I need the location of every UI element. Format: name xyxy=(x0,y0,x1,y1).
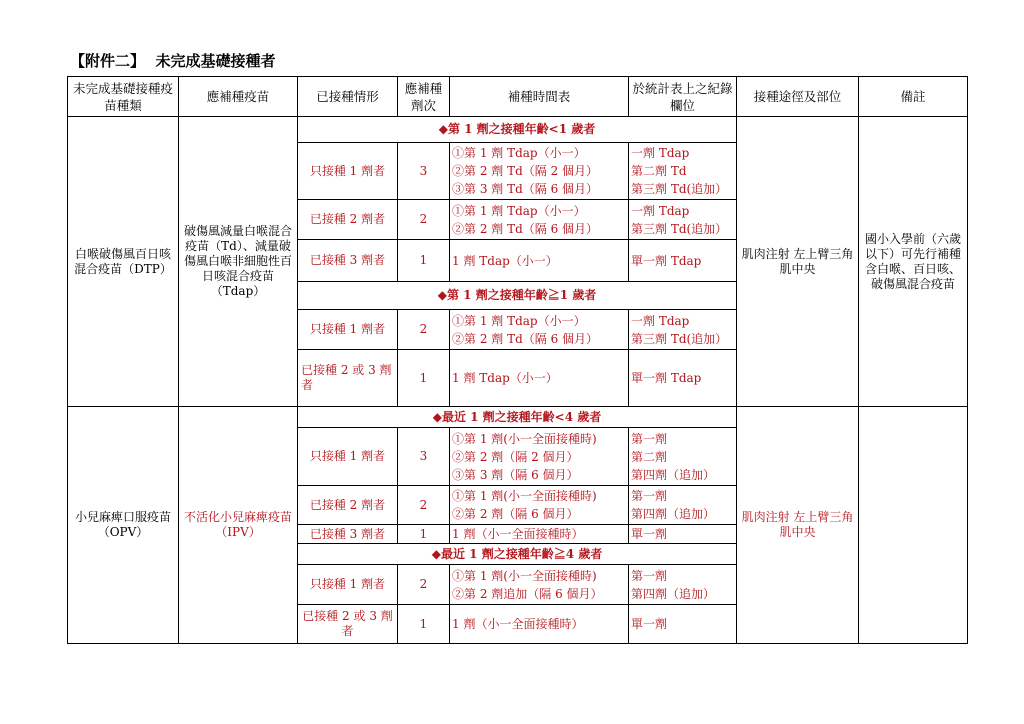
status-cell: 只接種 1 劑者 xyxy=(298,565,398,605)
record-line: 第四劑（追加） xyxy=(631,507,716,521)
record-cell xyxy=(629,486,737,525)
section-heading-row xyxy=(68,407,968,428)
record-line: 第三劑 Td(追加） xyxy=(631,221,728,236)
section-heading: ◆第 1 劑之接種年齡<1 歲者 xyxy=(298,117,737,143)
status-cell: 只接種 1 劑者 xyxy=(298,428,398,486)
section-heading: ◆第 1 劑之接種年齡≧1 歲者 xyxy=(298,282,737,310)
doses-cell: 2 xyxy=(398,486,450,525)
schedule-cell xyxy=(450,310,629,350)
record-line: 第二劑 xyxy=(631,449,668,464)
record-line: 第一劑 xyxy=(631,431,668,446)
record-cell xyxy=(629,143,737,200)
schedule-cell xyxy=(450,428,629,486)
header-cell: 應補種疫苗 xyxy=(179,77,298,117)
status-cell: 只接種 1 劑者 xyxy=(298,310,398,350)
vaccine-type-opv: 小兒麻痺口服疫苗（OPV） xyxy=(68,407,179,644)
record-cell xyxy=(629,565,737,605)
doses-cell: 3 xyxy=(398,428,450,486)
record-cell xyxy=(629,240,737,282)
header-cell: 接種途徑及部位 xyxy=(737,77,859,117)
schedule-line: ②第 2 劑（隔 6 個月） xyxy=(452,507,579,521)
status-cell: 已接種 2 或 3 劑者 xyxy=(298,605,398,644)
schedule-line: ①第 1 劑 Tdap（小一） xyxy=(452,146,586,160)
record-line: 第三劑 Td(追加） xyxy=(631,331,728,346)
schedule-line: ①第 1 劑(小一全面接種時) xyxy=(452,568,597,583)
doses-cell: 3 xyxy=(398,143,450,200)
schedule-line: ②第 2 劑 Td（隔 6 個月） xyxy=(452,221,599,236)
schedule-cell xyxy=(450,486,629,525)
record-line: 單一劑 xyxy=(631,527,668,541)
record-cell xyxy=(629,525,737,544)
status-cell: 已接種 2 或 3 劑者 xyxy=(298,350,398,407)
doses-cell: 2 xyxy=(398,200,450,240)
record-cell xyxy=(629,200,737,240)
record-cell xyxy=(629,428,737,486)
schedule-line: ②第 2 劑 Td（隔 6 個月） xyxy=(452,331,599,346)
schedule-line: ③第 3 劑（隔 6 個月） xyxy=(452,467,579,482)
record-line: 第四劑（追加） xyxy=(631,586,716,601)
schedule-line: 1 劑 Tdap（小一） xyxy=(452,253,558,268)
schedule-cell xyxy=(450,565,629,605)
schedule-cell xyxy=(450,240,629,282)
title-text: 未完成基礎接種者 xyxy=(155,52,276,70)
schedule-line: 1 劑 Tdap（小一） xyxy=(452,371,558,385)
header-cell: 於統計表上之紀錄欄位 xyxy=(629,77,737,117)
note-dtp: 國小入學前（六歲以下）可先行補種含白喉、百日咳、破傷風混合疫苗 xyxy=(859,117,968,407)
vaccine-type-dtp: 白喉破傷風百日咳混合疫苗（DTP） xyxy=(68,117,179,407)
record-line: 第一劑 xyxy=(631,568,668,583)
section-heading: ◆最近 1 劑之接種年齡≧4 歲者 xyxy=(298,544,737,565)
schedule-cell xyxy=(450,605,629,644)
section-heading: ◆最近 1 劑之接種年齡<4 歲者 xyxy=(298,407,737,428)
doses-cell: 1 xyxy=(398,240,450,282)
schedule-line: ①第 1 劑(小一全面接種時) xyxy=(452,431,597,446)
schedule-cell xyxy=(450,200,629,240)
doses-cell: 2 xyxy=(398,310,450,350)
record-line: 一劑 Tdap xyxy=(631,203,690,218)
catchup-vaccine-table xyxy=(67,76,968,644)
header-row xyxy=(68,77,968,117)
record-line: 單一劑 xyxy=(631,617,668,631)
status-cell: 已接種 2 劑者 xyxy=(298,200,398,240)
header-cell: 未完成基礎接種疫苗種類 xyxy=(68,77,179,117)
status-cell: 只接種 1 劑者 xyxy=(298,143,398,200)
schedule-line: ②第 2 劑追加（隔 6 個月） xyxy=(452,586,603,601)
doses-cell: 1 xyxy=(398,605,450,644)
record-line: 第二劑 Td xyxy=(631,164,687,178)
schedule-cell xyxy=(450,350,629,407)
status-cell: 已接種 3 劑者 xyxy=(298,240,398,282)
record-cell xyxy=(629,350,737,407)
header-cell: 備註 xyxy=(859,77,968,117)
record-cell xyxy=(629,310,737,350)
title-prefix: 【附件二】 xyxy=(70,52,146,70)
record-line: 單一劑 Tdap xyxy=(631,253,702,268)
section-heading-row xyxy=(68,117,968,143)
doses-cell: 2 xyxy=(398,565,450,605)
schedule-cell xyxy=(450,143,629,200)
schedule-line: ③第 3 劑 Td（隔 6 個月） xyxy=(452,182,599,196)
schedule-line: ②第 2 劑（隔 2 個月） xyxy=(452,449,579,464)
route-dtp: 肌肉注射 左上臂三角肌中央 xyxy=(737,117,859,407)
schedule-line: 1 劑（小一全面接種時） xyxy=(452,527,584,541)
note-opv-empty xyxy=(859,407,968,644)
catchup-vaccine-opv: 不活化小兒麻痺疫苗（IPV） xyxy=(179,407,298,644)
schedule-line: ②第 2 劑 Td（隔 2 個月） xyxy=(452,164,599,178)
record-line: 第三劑 Td(追加） xyxy=(631,182,728,196)
header-cell: 已接種情形 xyxy=(298,77,398,117)
doses-cell: 1 xyxy=(398,525,450,544)
catchup-vaccine-dtp: 破傷風減量白喉混合疫苗（Td）、減量破傷風白喉非細胞性百日咳混合疫苗（Tdap） xyxy=(179,117,298,407)
status-cell: 已接種 2 劑者 xyxy=(298,486,398,525)
schedule-line: 1 劑（小一全面接種時） xyxy=(452,617,584,631)
record-line: 一劑 Tdap xyxy=(631,146,690,160)
record-line: 第一劑 xyxy=(631,489,668,503)
record-cell xyxy=(629,605,737,644)
document-title xyxy=(70,50,275,71)
record-line: 第四劑（追加） xyxy=(631,467,716,482)
record-line: 單一劑 Tdap xyxy=(631,371,702,385)
record-line: 一劑 Tdap xyxy=(631,313,690,328)
schedule-line: ①第 1 劑 Tdap（小一） xyxy=(452,313,586,328)
header-cell: 應補種劑次 xyxy=(398,77,450,117)
doses-cell: 1 xyxy=(398,350,450,407)
schedule-line: ①第 1 劑(小一全面接種時) xyxy=(452,489,597,503)
route-opv: 肌肉注射 左上臂三角肌中央 xyxy=(737,407,859,644)
schedule-cell xyxy=(450,525,629,544)
status-cell: 已接種 3 劑者 xyxy=(298,525,398,544)
header-cell: 補種時間表 xyxy=(450,77,629,117)
schedule-line: ①第 1 劑 Tdap（小一） xyxy=(452,203,586,218)
